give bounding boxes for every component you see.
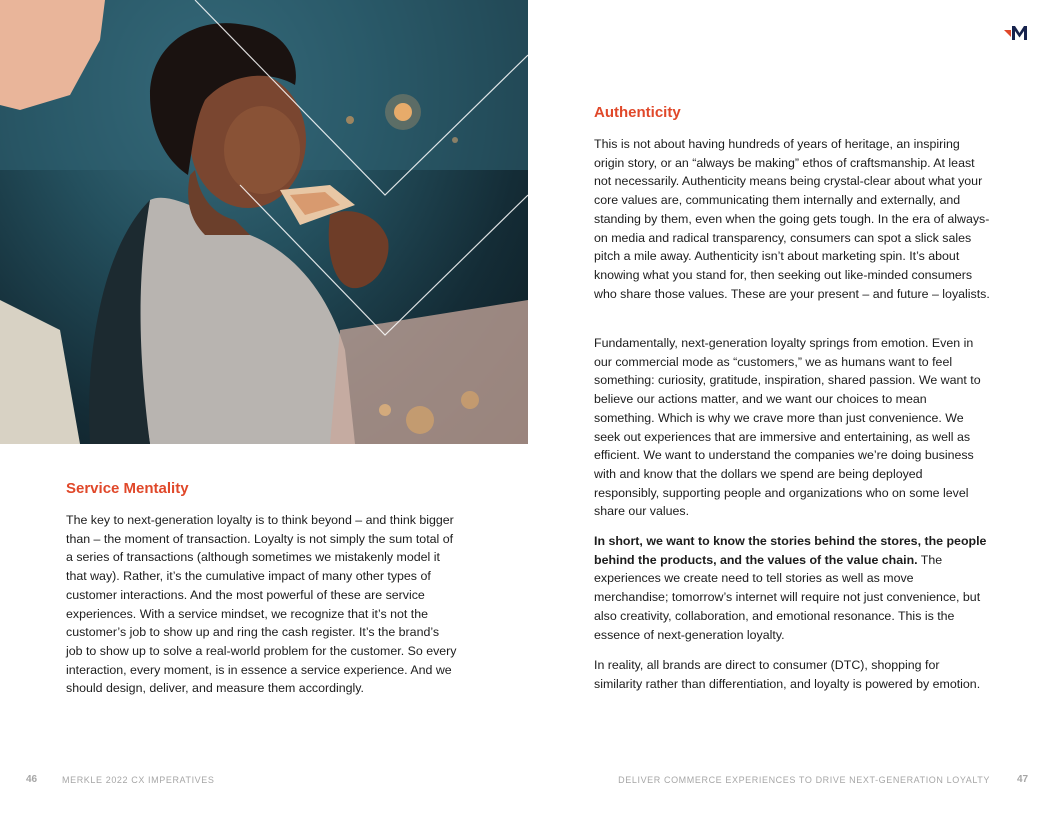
left-footer-title: MERKLE 2022 CX IMPERATIVES: [62, 775, 215, 785]
authenticity-paragraph-4: In reality, all brands are direct to consumer (DTC), shopping for similarity rather than differentiation, and loyalty is powered by emotion.: [594, 658, 981, 691]
service-mentality-heading: Service Mentality: [66, 480, 189, 497]
authenticity-paragraph-3: [594, 532, 990, 644]
merkle-logo: [1004, 24, 1032, 42]
paragraph-3-bold-lead: In short, we want to know the stories behind the stores, the people behind the products, and the values of the value chain.: [594, 534, 987, 567]
service-mentality-body: The key to next-generation loyalty is to think beyond – and think bigger than – the moment of transaction. Loyalty is not simply the sum total of a series of transactions (although sometimes we mistakenly model it that way). Rather, it’s the cumulative impact of many other types of customer interactions. And the most powerful of these are service experiences. With a service mindset, we recognize that it’s not the customer’s job to show up and ring the cash register. It’s the brand’s job to show up to solve a real-world problem for the customer. So every interaction, every moment, is in essence a service experience. And we should design, deliver, and measure them accordingly.: [66, 513, 457, 696]
paragraph-3-rest: The experiences we create need to tell stories as well as move merchandise; tomorrow’s internet will require not just convenience, but also creativity, collaboration, and emotional resonance. This is the essence of next-generation loyalty.: [594, 552, 981, 642]
photo-illustration: [0, 0, 528, 444]
authenticity-heading: Authenticity: [594, 104, 681, 121]
right-page-number: 47: [1017, 774, 1029, 785]
left-page-number: 46: [26, 774, 38, 785]
authenticity-paragraph-2: Fundamentally, next-generation loyalty springs from emotion. Even in our commercial mode as “customers,” we as humans want to feel something: curiosity, gratitude, inspiration, shared passion. We want to believe our actions matter, and we want our choices to mean something. Which is why we crave more than just convenience. We seek out experiences that are immersive and entertaining, as well as efficient. We want to understand the companies we’re doing business with and know that the dollars we spend are being deployed responsibly, supporting people and organizations who on some level share our values.: [594, 336, 981, 519]
right-footer-title: DELIVER COMMERCE EXPERIENCES TO DRIVE NEXT-GENERATION LOYALTY: [618, 775, 990, 785]
hero-photo: [0, 0, 528, 444]
authenticity-paragraph-1: This is not about having hundreds of years of heritage, an inspiring origin story, or an “always be making” ethos of craftsmanship. At least not necessarily. Authenticity means being crystal-clear about what your core values are, communicating them internally and externally, and standing by them, even when the going gets tough. In the era of always-on media and radical transparency, consumers can spot a slick sales pitch a mile away. Authenticity isn’t about marketing spin. It’s about knowing what you stand for, then seeking out like-minded consumers who share those values. These are your present – and future – loyalists.: [594, 137, 990, 301]
